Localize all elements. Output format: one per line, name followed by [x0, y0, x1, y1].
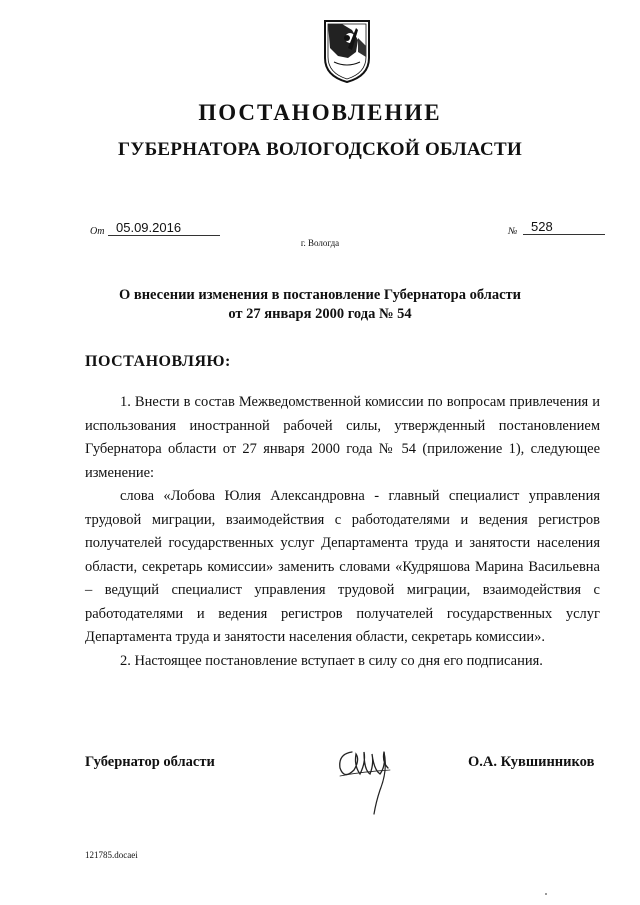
subject-line-1: О внесении изменения в постановление Губернатора области	[118, 287, 522, 303]
date-prefix: От	[90, 226, 105, 237]
body-paragraph-1: 1. Внести в состав Межведомственной комиссии по вопросам привлечения и использования иностранной рабочей силы, утвержденный постановлением Губернатора области от 27 января 2000 года № 54 (приложение 1), следующее изменение:	[85, 394, 600, 481]
signatory-position: Губернатор области	[85, 754, 215, 770]
body-paragraph-2: слова «Лобова Юлия Александровна - главный специалист управления трудовой миграции, взаимодействия с работодателями и ведения регистров получателей государственных услуг Департамента труда и занятости населения области, секретарь комиссии» заменить словами «Кудряшова Марина Васильевна – ведущий специалист управления трудовой миграции, взаимодействия с работодателями и ведения регистров получателей государственных услуг Департамента труда и занятости населения области, секретарь комиссии».	[85, 488, 600, 645]
document-subject	[0, 286, 640, 324]
number-prefix: №	[508, 226, 518, 237]
subject-line-2: от 27 января 2000 года № 54	[228, 306, 412, 322]
document-number: 528	[523, 219, 605, 235]
document-body	[85, 391, 600, 673]
coat-of-arms-icon	[322, 18, 372, 84]
signatory-name: О.А. Кувшинников	[468, 754, 595, 770]
document-date: 05.09.2016	[108, 220, 220, 236]
document-subtitle: ГУБЕРНАТОРА ВОЛОГОДСКОЙ ОБЛАСТИ	[117, 139, 523, 160]
decree-heading: ПОСТАНОВЛЯЮ:	[85, 353, 231, 370]
scan-speck	[545, 893, 547, 895]
handwritten-signature	[330, 740, 410, 820]
body-paragraph-3: 2. Настоящее постановление вступает в силу со дня его подписания.	[120, 652, 543, 669]
document-title: ПОСТАНОВЛЕНИЕ	[198, 100, 442, 125]
file-reference: 121785.docaei	[85, 850, 138, 860]
city-label: г. Вологда	[300, 238, 340, 248]
